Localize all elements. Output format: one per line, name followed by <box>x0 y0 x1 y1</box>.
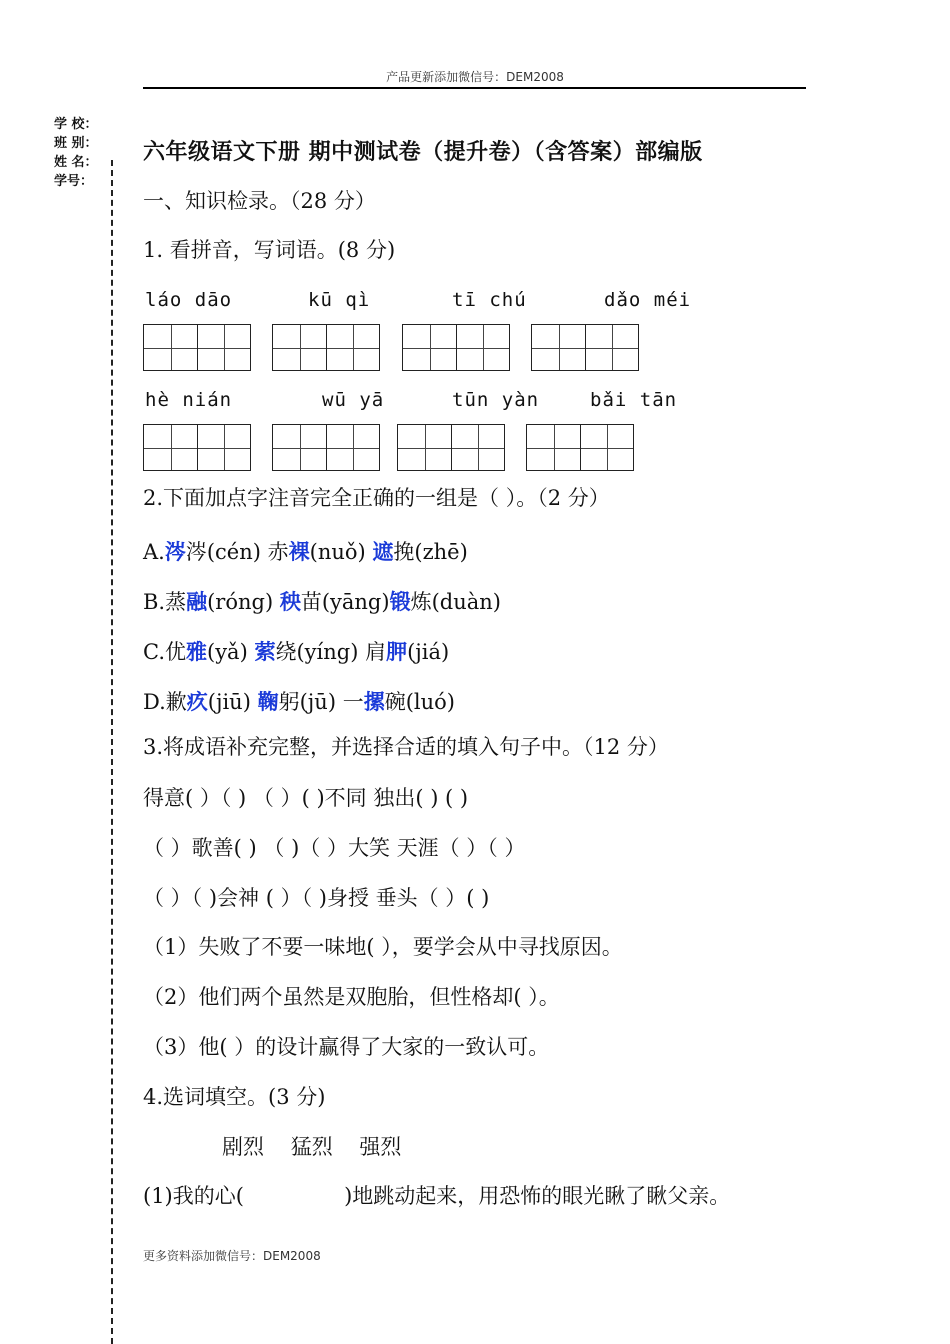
binding-cut-line <box>111 160 113 1344</box>
name-field-label: 姓 名： <box>54 155 98 170</box>
option-text: (yǎ) <box>207 640 255 664</box>
pinyin-prompt: bǎi tān <box>590 389 678 411</box>
character-writing-box[interactable] <box>402 324 510 371</box>
option-text: (jiá) <box>407 640 450 664</box>
header-rule <box>143 87 806 89</box>
marked-character: 疚 <box>186 689 208 714</box>
character-writing-box[interactable] <box>272 324 380 371</box>
class-field-label: 班 别： <box>54 136 98 151</box>
option-text: 炼(duàn) <box>410 590 501 614</box>
marked-character: 涔 <box>164 539 186 564</box>
pinyin-prompt: dǎo méi <box>604 289 692 311</box>
word-choices: 剧烈 猛烈 强烈 <box>222 1135 402 1159</box>
character-writing-box[interactable] <box>397 424 505 471</box>
option-text: 躬(jū) 一 <box>278 690 364 714</box>
school-field-label: 学 校： <box>54 117 98 132</box>
fill-sentence[interactable]: (1)我的心( )地跳动起来，用恐怖的眼光瞅了瞅父亲。 <box>143 1184 731 1208</box>
marked-character: 摞 <box>363 689 385 714</box>
answer-option-c[interactable] <box>143 637 449 667</box>
option-text: 挽(zhē) <box>393 540 468 564</box>
character-writing-box[interactable] <box>143 424 251 471</box>
pinyin-prompt: kū qì <box>308 289 371 311</box>
fill-sentence[interactable]: （1）失败了不要一味地( ），要学会从中寻找原因。 <box>143 935 623 959</box>
option-text: A. <box>143 540 165 564</box>
option-text: 涔(cén) 赤 <box>185 540 289 564</box>
page-title: 六年级语文下册 期中测试卷（提升卷）（含答案）部编版 <box>143 140 703 165</box>
character-writing-box[interactable] <box>526 424 634 471</box>
idiom-fill-row[interactable]: （ ）（ )会神 ( ）（ )身授 垂头（ ）( ) <box>143 886 490 910</box>
idiom-fill-row[interactable]: （ ）歌善( ) （ )（ ）大笑 天涯（ ）（ ） <box>143 836 526 860</box>
marked-character: 裸 <box>288 539 310 564</box>
pinyin-prompt: hè nián <box>145 389 233 411</box>
answer-option-d[interactable] <box>143 687 455 717</box>
marked-character: 锻 <box>389 589 411 614</box>
character-writing-box[interactable] <box>272 424 380 471</box>
question-2-heading: 2.下面加点字注音完全正确的一组是（ ）。（2 分） <box>143 486 610 510</box>
pinyin-prompt: tūn yàn <box>452 389 540 411</box>
fill-sentence[interactable]: （3）他( ）的设计赢得了大家的一致认可。 <box>143 1035 550 1059</box>
marked-character: 胛 <box>386 639 408 664</box>
question-4-heading: 4.选词填空。(3 分) <box>143 1085 326 1109</box>
marked-character: 遮 <box>372 539 394 564</box>
character-writing-box[interactable] <box>531 324 639 371</box>
option-text: B.蒸 <box>143 590 187 614</box>
option-text: (róng) <box>207 590 280 614</box>
answer-option-b[interactable] <box>143 587 501 617</box>
character-writing-box[interactable] <box>143 324 251 371</box>
option-text: (nuǒ) <box>309 540 373 564</box>
section-heading: 一、知识检录。（28 分） <box>143 189 376 213</box>
marked-character: 萦 <box>254 639 276 664</box>
marked-character: 雅 <box>186 639 207 664</box>
option-text: 碗(luó) <box>384 690 455 714</box>
marked-character: 鞠 <box>257 689 279 714</box>
option-text: D.歉 <box>143 690 187 714</box>
question-3-heading: 3.将成语补充完整，并选择合适的填入句子中。（12 分） <box>143 735 669 759</box>
option-text: 苗(yāng) <box>300 590 390 614</box>
option-text: (jiū) <box>207 690 258 714</box>
student-id-field-label: 学号： <box>54 174 94 189</box>
pinyin-prompt: wū yā <box>322 389 385 411</box>
option-text: 绕(yíng) 肩 <box>275 640 387 664</box>
question-1-heading: 1. 看拼音，写词语。(8 分) <box>143 238 396 262</box>
pinyin-prompt: láo dāo <box>145 289 233 311</box>
header-note: 产品更新添加微信号：DEM2008 <box>386 70 564 84</box>
marked-character: 秧 <box>279 589 301 614</box>
option-text: C.优 <box>143 640 186 664</box>
footer-note: 更多资料添加微信号：DEM2008 <box>143 1249 321 1263</box>
fill-sentence[interactable]: （2）他们两个虽然是双胞胎，但性格却( ）。 <box>143 985 560 1009</box>
marked-character: 融 <box>186 589 208 614</box>
answer-option-a[interactable] <box>143 537 468 567</box>
pinyin-prompt: tī chú <box>452 289 527 311</box>
idiom-fill-row[interactable]: 得意( ）（ ) （ ）( )不同 独出( ) ( ) <box>143 786 469 810</box>
